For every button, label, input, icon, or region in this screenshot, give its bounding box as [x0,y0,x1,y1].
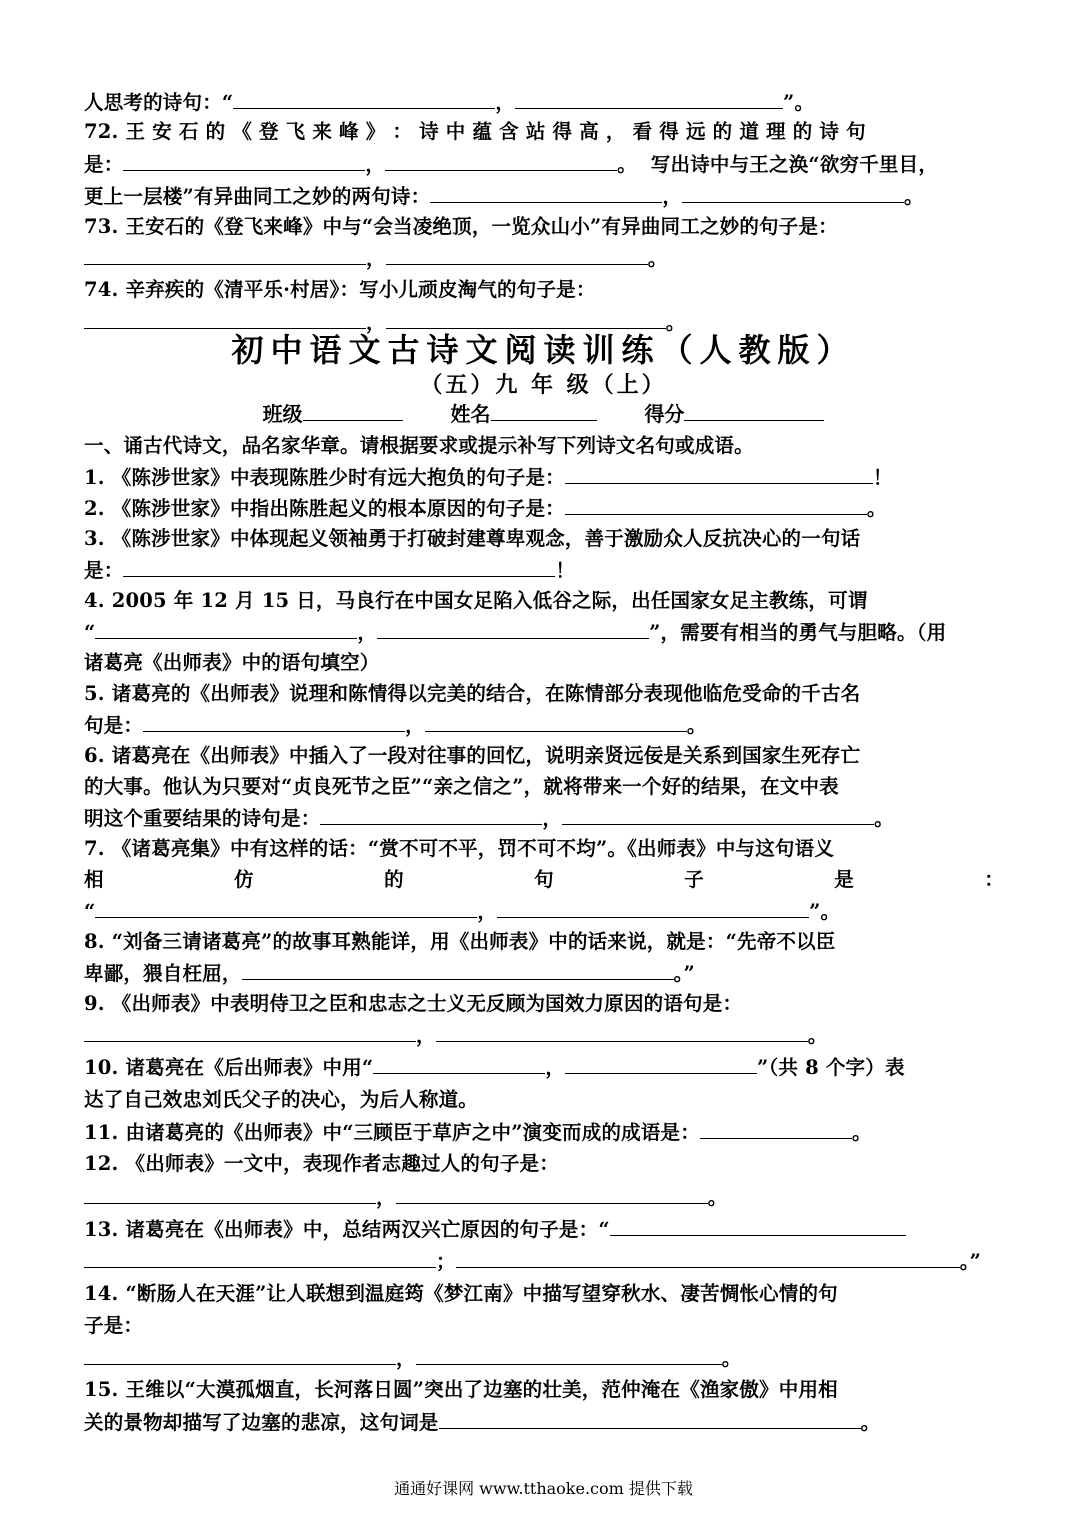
question-5-line2: 句是： ， 。 [84,711,1004,740]
blank[interactable] [565,1053,757,1074]
blank[interactable] [242,959,674,980]
question-74: 74. 辛弃疾的《清平乐·村居》：写小儿顽皮淘气的句子是： [84,278,596,301]
blank[interactable] [425,711,687,732]
question-8-line2: 卑鄙，猥自枉屈， 。” [84,959,1004,988]
question-7-line3: “ ， ”。 [84,897,1004,926]
blank[interactable] [700,1118,852,1139]
question-9-blanks: ， 。 [84,1021,1004,1050]
question-6-line2: 的大事。他认为只要对“贞良死节之臣”“亲之信之”，就将带来一个好的结果，在文中表 [84,775,839,798]
question-10: 10. 诸葛亮在《后出师表》中用“ ， ”（共 8 个字）表 [84,1053,1004,1082]
line-71-tail: 人思考的诗句：“ ， ”。 [84,88,1004,117]
student-info-fields [0,400,1087,428]
question-1: 1. 《陈涉世家》中表现陈胜少时有远大抱负的句子是： ！ [84,463,1004,492]
question-10-line2: 达了自己效忠刘氏父子的决心，为后人称道。 [84,1088,479,1111]
question-15-line2: 关的景物却描写了边塞的悲凉，这句词是 。 [84,1408,1004,1437]
question-9: 9. 《出师表》中表明侍卫之臣和忠志之士义无反顾为国效力原因的语句是： [84,992,743,1015]
question-7: 7. 《诸葛亮集》中有这样的话：“赏不可不平，罚不可不均”。《出师表》中与这句语义 [84,837,835,860]
blank[interactable] [515,88,783,109]
score-field[interactable] [684,400,824,421]
blank[interactable] [497,897,809,918]
blank[interactable] [436,1021,808,1042]
blank[interactable] [385,150,617,171]
section-heading: 一、诵古代诗文，品名家华章。请根据要求或提示补写下列诗文名句或成语。 [84,434,754,457]
question-7-line2: 相 仿 的 句 子 是 ： [84,868,1004,891]
question-14: 14. “断肠人在天涯”让人联想到温庭筠《梦江南》中描写望穿秋水、凄苦惆怅心情的句 [84,1282,838,1305]
class-field[interactable] [303,400,403,421]
blank[interactable] [562,804,874,825]
blank[interactable] [84,1344,396,1365]
blank[interactable] [416,1344,722,1365]
question-73-blanks: ， 。 [84,244,1004,273]
question-72-line3: 更上一层楼”有异曲同工之妙的两句诗： ， 。 [84,182,1004,211]
question-3: 3. 《陈涉世家》中体现起义领袖勇于打破封建尊卑观念，善于激励众人反抗决心的一句话 [84,527,861,550]
name-field[interactable] [491,400,597,421]
class-label: 班级 [262,402,303,426]
question-15: 15. 王维以“大漠孤烟直，长河落日圆”突出了边塞的壮美，范仲淹在《渔家傲》中用相 [84,1378,838,1401]
question-73: 73. 王安石的《登飞来峰》中与“会当凌绝顶，一览众山小”有异曲同工之妙的句子是： [84,215,838,238]
blank[interactable] [373,1053,545,1074]
blank[interactable] [233,88,495,109]
question-72-line2: 是： ， 。 写出诗中与王之涣“欲穷千里目， [84,150,1004,179]
page-title: 初中语文古诗文阅读训练（人教版） [231,331,856,369]
blank[interactable] [320,804,542,825]
question-12: 12. 《出师表》一文中，表现作者志趣过人的句子是： [84,1152,559,1175]
blank[interactable] [123,150,365,171]
question-12-blanks: ， 。 [84,1183,1004,1212]
text: 人思考的诗句：“ [84,91,234,114]
blank[interactable] [386,244,648,265]
question-8: 8. “刘备三请诸葛亮”的故事耳熟能详，用《出师表》中的话来说，就是：“先帝不以臣 [84,930,836,953]
blank[interactable] [84,244,366,265]
blank[interactable] [377,618,649,639]
question-11: 11. 由诸葛亮的《出师表》中“三顾臣于草庐之中”演变而成的成语是： 。 [84,1118,1004,1147]
blank[interactable] [95,618,357,639]
name-label: 姓名 [450,402,491,426]
blank[interactable] [95,897,477,918]
blank[interactable] [386,308,666,329]
question-6: 6. 诸葛亮在《出师表》中插入了一段对往事的回忆，说明亲贤远佞是关系到国家生死存亡 [84,744,861,767]
question-2: 2. 《陈涉世家》中指出陈胜起义的根本原因的句子是： 。 [84,494,1004,523]
blank[interactable] [84,1183,376,1204]
blank[interactable] [610,1215,906,1236]
question-3-line2: 是： ！ [84,556,1004,585]
blank[interactable] [396,1183,708,1204]
question-13: 13. 诸葛亮在《出师表》中，总结两汉兴亡原因的句子是：“ [84,1215,1004,1244]
blank[interactable] [565,463,873,484]
page-subtitle: （五）九 年 级（上） [420,372,667,398]
question-74-blanks: ， 。 [84,308,1004,337]
blank[interactable] [430,182,662,203]
question-72: 72. 王 安 石 的 《 登 飞 来 峰 》 ： 诗 中 蕴 含 站 得 高 ， 看 得 远 的 道 理 的 诗 句 [84,120,866,143]
blank[interactable] [84,1021,416,1042]
blank[interactable] [456,1247,960,1268]
blank[interactable] [682,182,904,203]
blank[interactable] [143,711,405,732]
blank[interactable] [123,556,555,577]
question-6-line3: 明这个重要结果的诗句是： ， 。 [84,804,1004,833]
score-label: 得分 [644,402,685,426]
blank[interactable] [439,1408,861,1429]
question-4-line2: “ ， ”，需要有相当的勇气与胆略。（用 [84,618,1004,647]
question-14-line2: 子是： [84,1314,144,1337]
page-footer: 通通好课网 www.tthaoke.com 提供下载 [394,1479,693,1498]
question-4: 4. 2005 年 12 月 15 日，马良行在中国女足陷入低谷之际，出任国家女足主教练，可谓 [84,589,868,612]
question-4-line3: 诸葛亮《出师表》中的语句填空） [84,651,380,674]
blank[interactable] [565,494,867,515]
blank[interactable] [84,1247,436,1268]
question-5: 5. 诸葛亮的《出师表》说理和陈情得以完美的结合，在陈情部分表现他临危受命的千古名 [84,682,861,705]
question-13-line2: ； 。” [84,1247,1004,1276]
question-14-blanks: ， 。 [84,1344,1004,1373]
blank[interactable] [84,308,366,329]
